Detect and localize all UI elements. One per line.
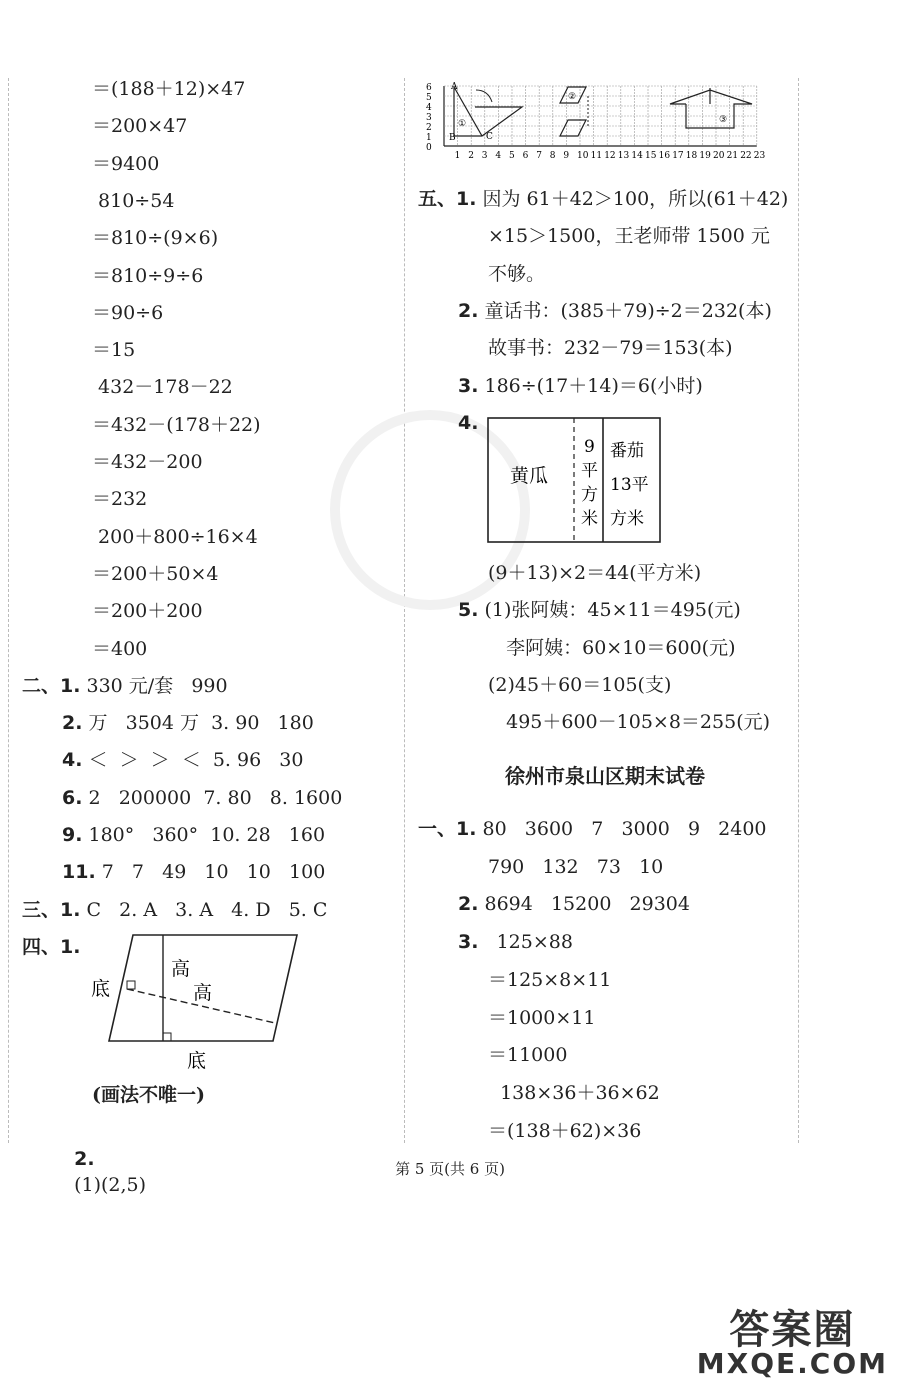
x-tick-label: 15 (645, 151, 657, 161)
answer-text: ＝200＋200 (92, 600, 203, 623)
answer-text: ＝125×8×11 (488, 968, 612, 991)
answer-text: 7 7 49 10 10 100 (101, 861, 326, 884)
x-tick-label: 2 (468, 151, 474, 161)
answer-line (418, 186, 788, 212)
answer-line (92, 337, 135, 363)
question-number: 一、1. (418, 818, 477, 840)
answer-text: 因为 61＋42＞100，所以(61＋42) (482, 188, 789, 210)
answer-text: 200＋800÷16×4 (92, 525, 258, 548)
question-number: 3. (458, 374, 479, 397)
x-tick-label: 14 (631, 151, 643, 161)
answer-line (62, 747, 303, 773)
tomato-3: 方米 (610, 509, 644, 529)
answer-text: ＝90÷6 (92, 301, 164, 324)
answer-line (92, 598, 203, 624)
question-number: 5. (458, 599, 479, 622)
answer-text: ＝(138＋62)×36 (488, 1119, 642, 1142)
answer-text: ＝232 (92, 488, 148, 511)
tomato-1: 番茄 (610, 441, 644, 461)
answer-line (62, 785, 342, 811)
answer-line (92, 300, 163, 326)
watermark-bottom: MXQE.COM (696, 1347, 888, 1380)
shape-3-label: ③ (719, 115, 728, 125)
answer-line (92, 113, 187, 139)
answer-line (22, 897, 327, 923)
coordinate-grid-figure (418, 76, 778, 176)
x-tick-label: 13 (617, 151, 630, 161)
x-tick-label: 8 (549, 151, 556, 161)
answer-text: 790 132 73 10 (488, 855, 664, 878)
answer-text: 810÷54 (92, 189, 175, 212)
garden-figure (486, 416, 666, 546)
parallelogram-figure (85, 925, 315, 1085)
x-tick-label: 21 (726, 151, 739, 161)
base-label-1: 底 (91, 978, 111, 1000)
answer-text: ＝200×47 (92, 115, 188, 138)
answer-line (92, 561, 218, 587)
point-c-label: C (486, 132, 493, 142)
x-tick-label: 16 (658, 151, 671, 161)
y-tick-label: 6 (426, 83, 432, 93)
x-tick-label: 9 (563, 151, 570, 161)
answer-line (22, 673, 228, 699)
answer-line (488, 672, 671, 698)
shape-3-house (670, 90, 752, 128)
right-margin-divider (798, 78, 799, 1143)
answer-line (62, 710, 314, 736)
answer-line (488, 1080, 660, 1106)
answer-line (22, 934, 87, 960)
base-label-2: 底 (187, 1050, 207, 1072)
answer-line (488, 223, 770, 249)
answer-text: 186÷(17＋14)＝6(小时) (484, 374, 703, 397)
x-tick-label: 7 (536, 151, 542, 161)
answer-line (488, 635, 735, 661)
answer-text: 432－178－22 (92, 376, 233, 399)
answer-line (458, 929, 573, 955)
y-tick-label: 1 (426, 133, 432, 143)
question-number: 2. (458, 299, 479, 322)
answer-line (458, 298, 772, 324)
right-angle-mark-left (127, 981, 135, 989)
question-number: 11. (62, 861, 96, 884)
column-divider (404, 78, 405, 1143)
answer-text: ＝200＋50×4 (92, 562, 219, 585)
answer-text: 125×88 (484, 931, 573, 954)
answer-text: ＝810÷(9×6) (92, 227, 219, 250)
x-tick-label: 0 (426, 143, 432, 153)
x-tick-label: 12 (604, 151, 616, 161)
x-tick-label: 10 (577, 151, 589, 161)
tomato-2: 13平 (610, 475, 649, 495)
answer-text: 童话书：(385＋79)÷2＝232(本) (484, 299, 772, 322)
left-last-text: (1)(2,5) (74, 1174, 147, 1196)
answer-line (488, 261, 545, 287)
answer-text: ＝400 (92, 637, 148, 660)
answer-line (92, 225, 218, 251)
left-margin-divider (8, 78, 9, 1143)
x-tick-label: 1 (454, 151, 461, 161)
nine-area-1: 9 (584, 437, 595, 457)
answer-line (92, 374, 233, 400)
answer-line (458, 597, 741, 623)
answer-text: ＝15 (92, 339, 136, 362)
shape-1-label: ① (458, 119, 467, 129)
y-tick-labels (426, 83, 432, 143)
x-tick-label: 6 (522, 151, 529, 161)
answer-text: (2)45＋60＝105(支) (488, 673, 672, 696)
question-number: 二、1. (22, 674, 81, 697)
height-label-1: 高 (171, 958, 191, 980)
x-tick-label: 19 (699, 151, 711, 161)
answer-text: 不够。 (488, 262, 546, 285)
answer-line (62, 822, 325, 848)
answer-text: 2 200000 7. 80 8. 1600 (88, 786, 343, 809)
answer-line (488, 335, 733, 361)
answer-line (92, 636, 147, 662)
x-tick-label: 5 (509, 151, 515, 161)
answer-text: 180° 360° 10. 28 160 (88, 824, 326, 846)
right-angle-mark-bottom (163, 1033, 171, 1041)
answer-text: 李阿姨：60×10＝600(元) (488, 636, 736, 659)
answer-line (92, 524, 258, 550)
answer-text: C 2. A 3. A 4. D 5. C (86, 898, 328, 921)
answer-line (458, 373, 703, 399)
answer-text: 138×36＋36×62 (488, 1081, 660, 1104)
question-number: 2. (62, 712, 83, 735)
question-number: 3. (458, 931, 479, 954)
x-tick-label: 22 (740, 151, 752, 161)
answer-text: 330 元/套 990 (86, 674, 228, 697)
shape-2-parallelogram-bottom (560, 120, 586, 136)
y-tick-label: 2 (426, 123, 432, 133)
answer-text: ＝432－(178＋22) (92, 413, 261, 436)
watermark-top: 答案圈 (729, 1307, 856, 1353)
answer-text: ＝810÷9÷6 (92, 264, 204, 287)
x-tick-label: 4 (495, 151, 502, 161)
answer-line (418, 816, 767, 842)
y-tick-label: 3 (426, 113, 432, 123)
page-footer: 第 5 页(共 6 页) (395, 1160, 505, 1178)
answer-line (488, 560, 701, 586)
answer-text: ＝(188＋12)×47 (92, 78, 246, 100)
answer-line (92, 263, 203, 289)
answer-line (92, 449, 203, 475)
answer-line (92, 486, 147, 512)
x-tick-label: 3 (481, 151, 488, 161)
answer-line (92, 412, 261, 438)
point-a-label: A (451, 82, 458, 92)
answer-line (62, 859, 325, 885)
answer-line (488, 1118, 641, 1144)
x-tick-label: 17 (672, 151, 684, 161)
height-label-2: 高 (193, 982, 213, 1004)
x-tick-label: 20 (713, 151, 725, 161)
question-number: 五、1. (418, 188, 477, 210)
answer-line (488, 1042, 567, 1068)
question-number: 9. (62, 824, 83, 846)
answer-line (488, 967, 611, 993)
question-number: 6. (62, 786, 83, 809)
answer-text: ＝1000×11 (488, 1006, 596, 1029)
answer-line (488, 709, 770, 735)
question-number: 三、1. (22, 898, 81, 921)
answer-text: ＜ ＞ ＞ ＜ 5. 96 30 (88, 749, 304, 772)
answer-text: (1)张阿姨：45×11＝495(元) (484, 599, 741, 622)
question-number: 四、1. (22, 935, 81, 958)
nine-area-2: 平 (581, 461, 598, 481)
nine-area-4: 米 (581, 509, 598, 529)
answer-text: (9＋13)×2＝44(平方米) (488, 562, 702, 584)
answer-line (92, 76, 245, 102)
answer-text: 故事书：232－79＝153(本) (488, 337, 733, 360)
x-tick-label: 11 (590, 151, 603, 161)
left-last-label: 2. (74, 1148, 95, 1170)
answer-text: 万 3504 万 3. 90 180 (88, 712, 314, 735)
y-tick-label: 5 (426, 93, 432, 103)
cucumber-label: 黄瓜 (510, 465, 549, 487)
answer-text: ×15＞1500，王老师带 1500 元 (488, 225, 770, 248)
section-title: 徐州市泉山区期末试卷 (505, 764, 705, 788)
answer-text: ＝11000 (488, 1044, 568, 1067)
question-number: 2. (458, 893, 479, 916)
x-tick-label: 18 (685, 151, 698, 161)
answer-line (458, 891, 690, 917)
point-b-label: B (449, 133, 456, 143)
nine-area-3: 方 (581, 485, 598, 505)
question-number: 4. (62, 749, 83, 772)
answer-line (92, 188, 174, 214)
answer-line (488, 854, 663, 880)
x-tick-label: 23 (753, 151, 766, 161)
answer-line (488, 1005, 595, 1031)
drawing-note: (画法不唯一) (92, 1084, 205, 1106)
question-number: 4. (458, 411, 479, 434)
shape-2-label: ② (568, 92, 577, 102)
y-tick-label: 4 (426, 103, 432, 113)
watermark-logo (696, 1307, 888, 1380)
answer-text: 8694 15200 29304 (484, 893, 690, 916)
answer-text: 80 3600 7 3000 9 2400 (482, 818, 767, 840)
answer-text: ＝432－200 (92, 451, 203, 473)
answer-text: 495＋600－105×8＝255(元) (488, 711, 771, 734)
answer-text: ＝9400 (92, 152, 160, 175)
answer-line (92, 151, 159, 177)
answer-line (458, 410, 485, 436)
